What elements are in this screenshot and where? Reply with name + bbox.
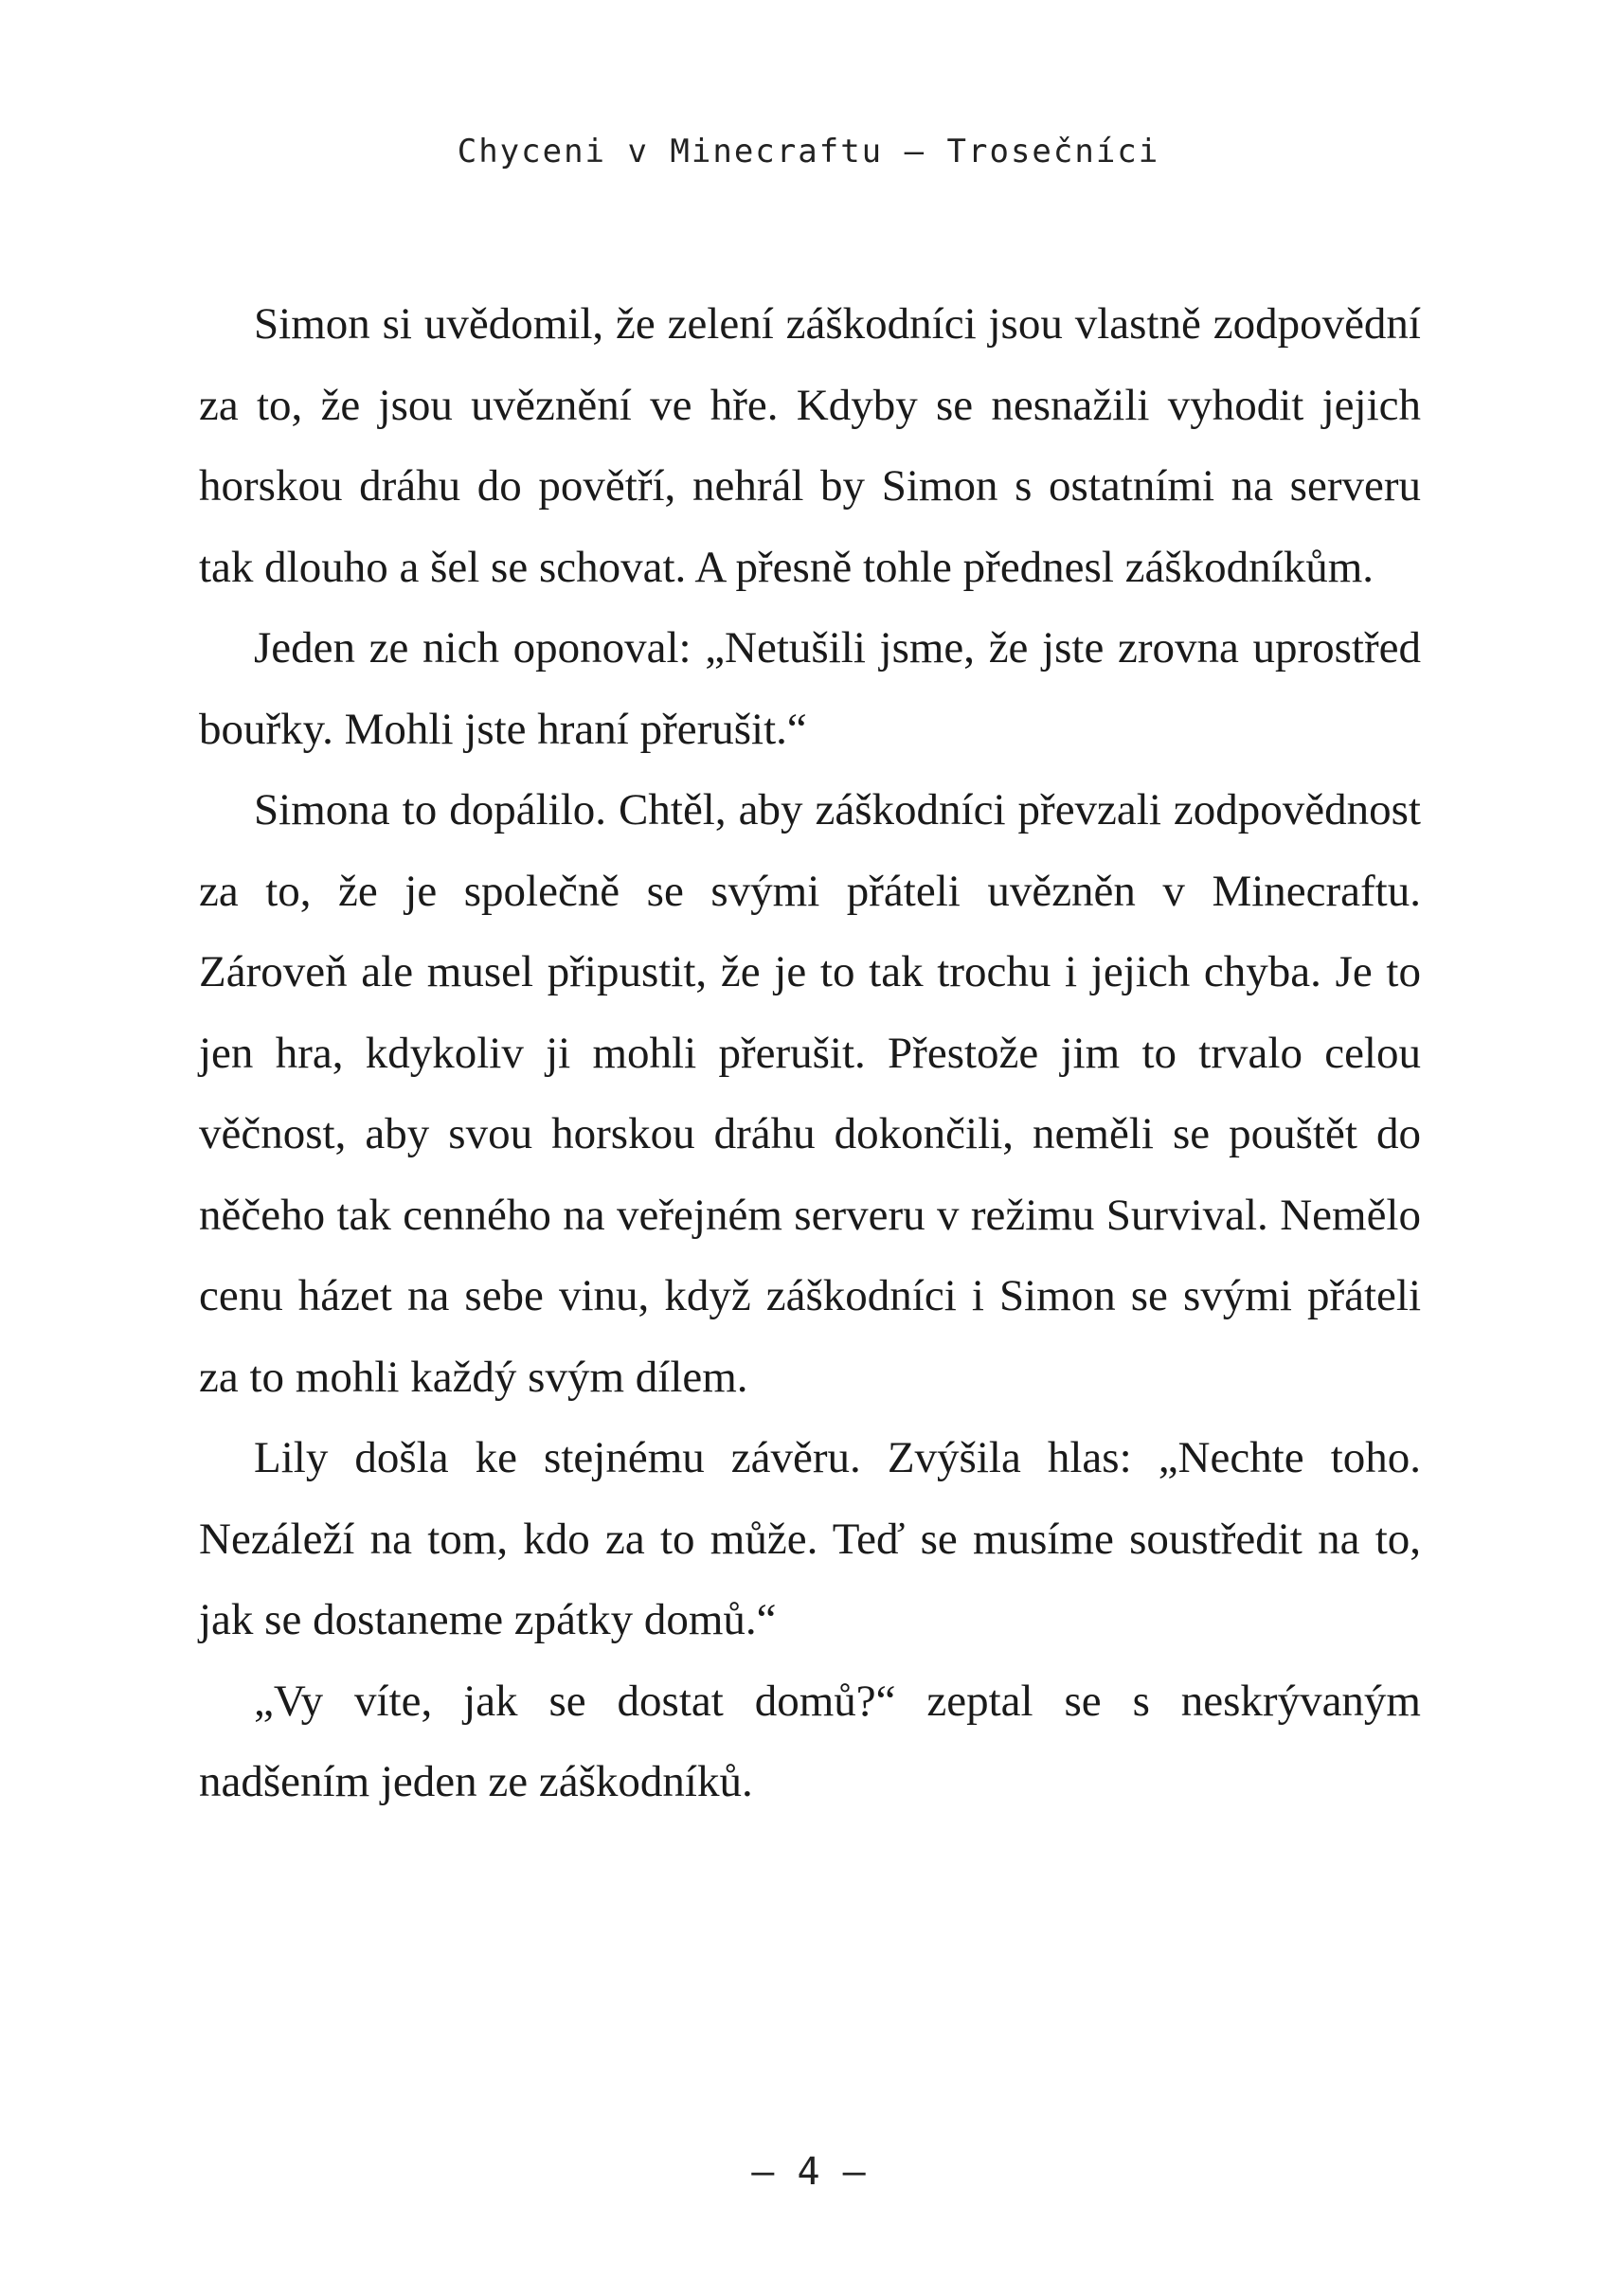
page-number: – 4 – bbox=[751, 2150, 866, 2194]
paragraph: Jeden ze nich oponoval: „Netušili jsme, že jste zrovna uprostřed bouřky. Mohli jste hraní přerušit.“ bbox=[199, 623, 1421, 754]
running-header: Chyceni v Minecraftu – Trosečníci bbox=[457, 133, 1160, 170]
paragraph: Simona to dopálilo. Chtěl, aby záškodníci převzali zodpovědnost za to, že je společně se svými přáteli uvězněn v Minecraftu. Zároveň ale musel připustit, že je to tak trochu i jejich chyba. Je to jen hra, kdykoliv ji mohli přerušit. Přestože jim to trvalo celou věčnost, aby svou horskou dráhu dokončili, neměli se pouštět do něčeho tak cenného na veřejném serveru v režimu Survival. Nemělo cenu házet na sebe vinu, když záškodníci i Simon se svými přáteli za to mohli každý svým dílem. bbox=[199, 785, 1421, 1402]
paragraph: Lily došla ke stejnému závěru. Zvýšila hlas: „Nechte toho. Nezáleží na tom, kdo za to může. Teď se musíme soustředit na to, jak se dostaneme zpátky domů.“ bbox=[199, 1433, 1421, 1644]
paragraph: Simon si uvědomil, že zelení záškodníci jsou vlastně zodpovědní za to, že jsou uvěznění ve hře. Kdyby se nesnažili vyhodit jejich horskou dráhu do povětří, nehrál by Simon s ostatními na serveru tak dlouho a šel se schovat. A přesně tohle přednesl záškodníkům. bbox=[199, 299, 1421, 592]
body-text bbox=[199, 284, 1421, 1823]
paragraph: „Vy víte, jak se dostat domů?“ zeptal se s neskrývaným nadšením jeden ze záškodníků. bbox=[199, 1676, 1421, 1806]
